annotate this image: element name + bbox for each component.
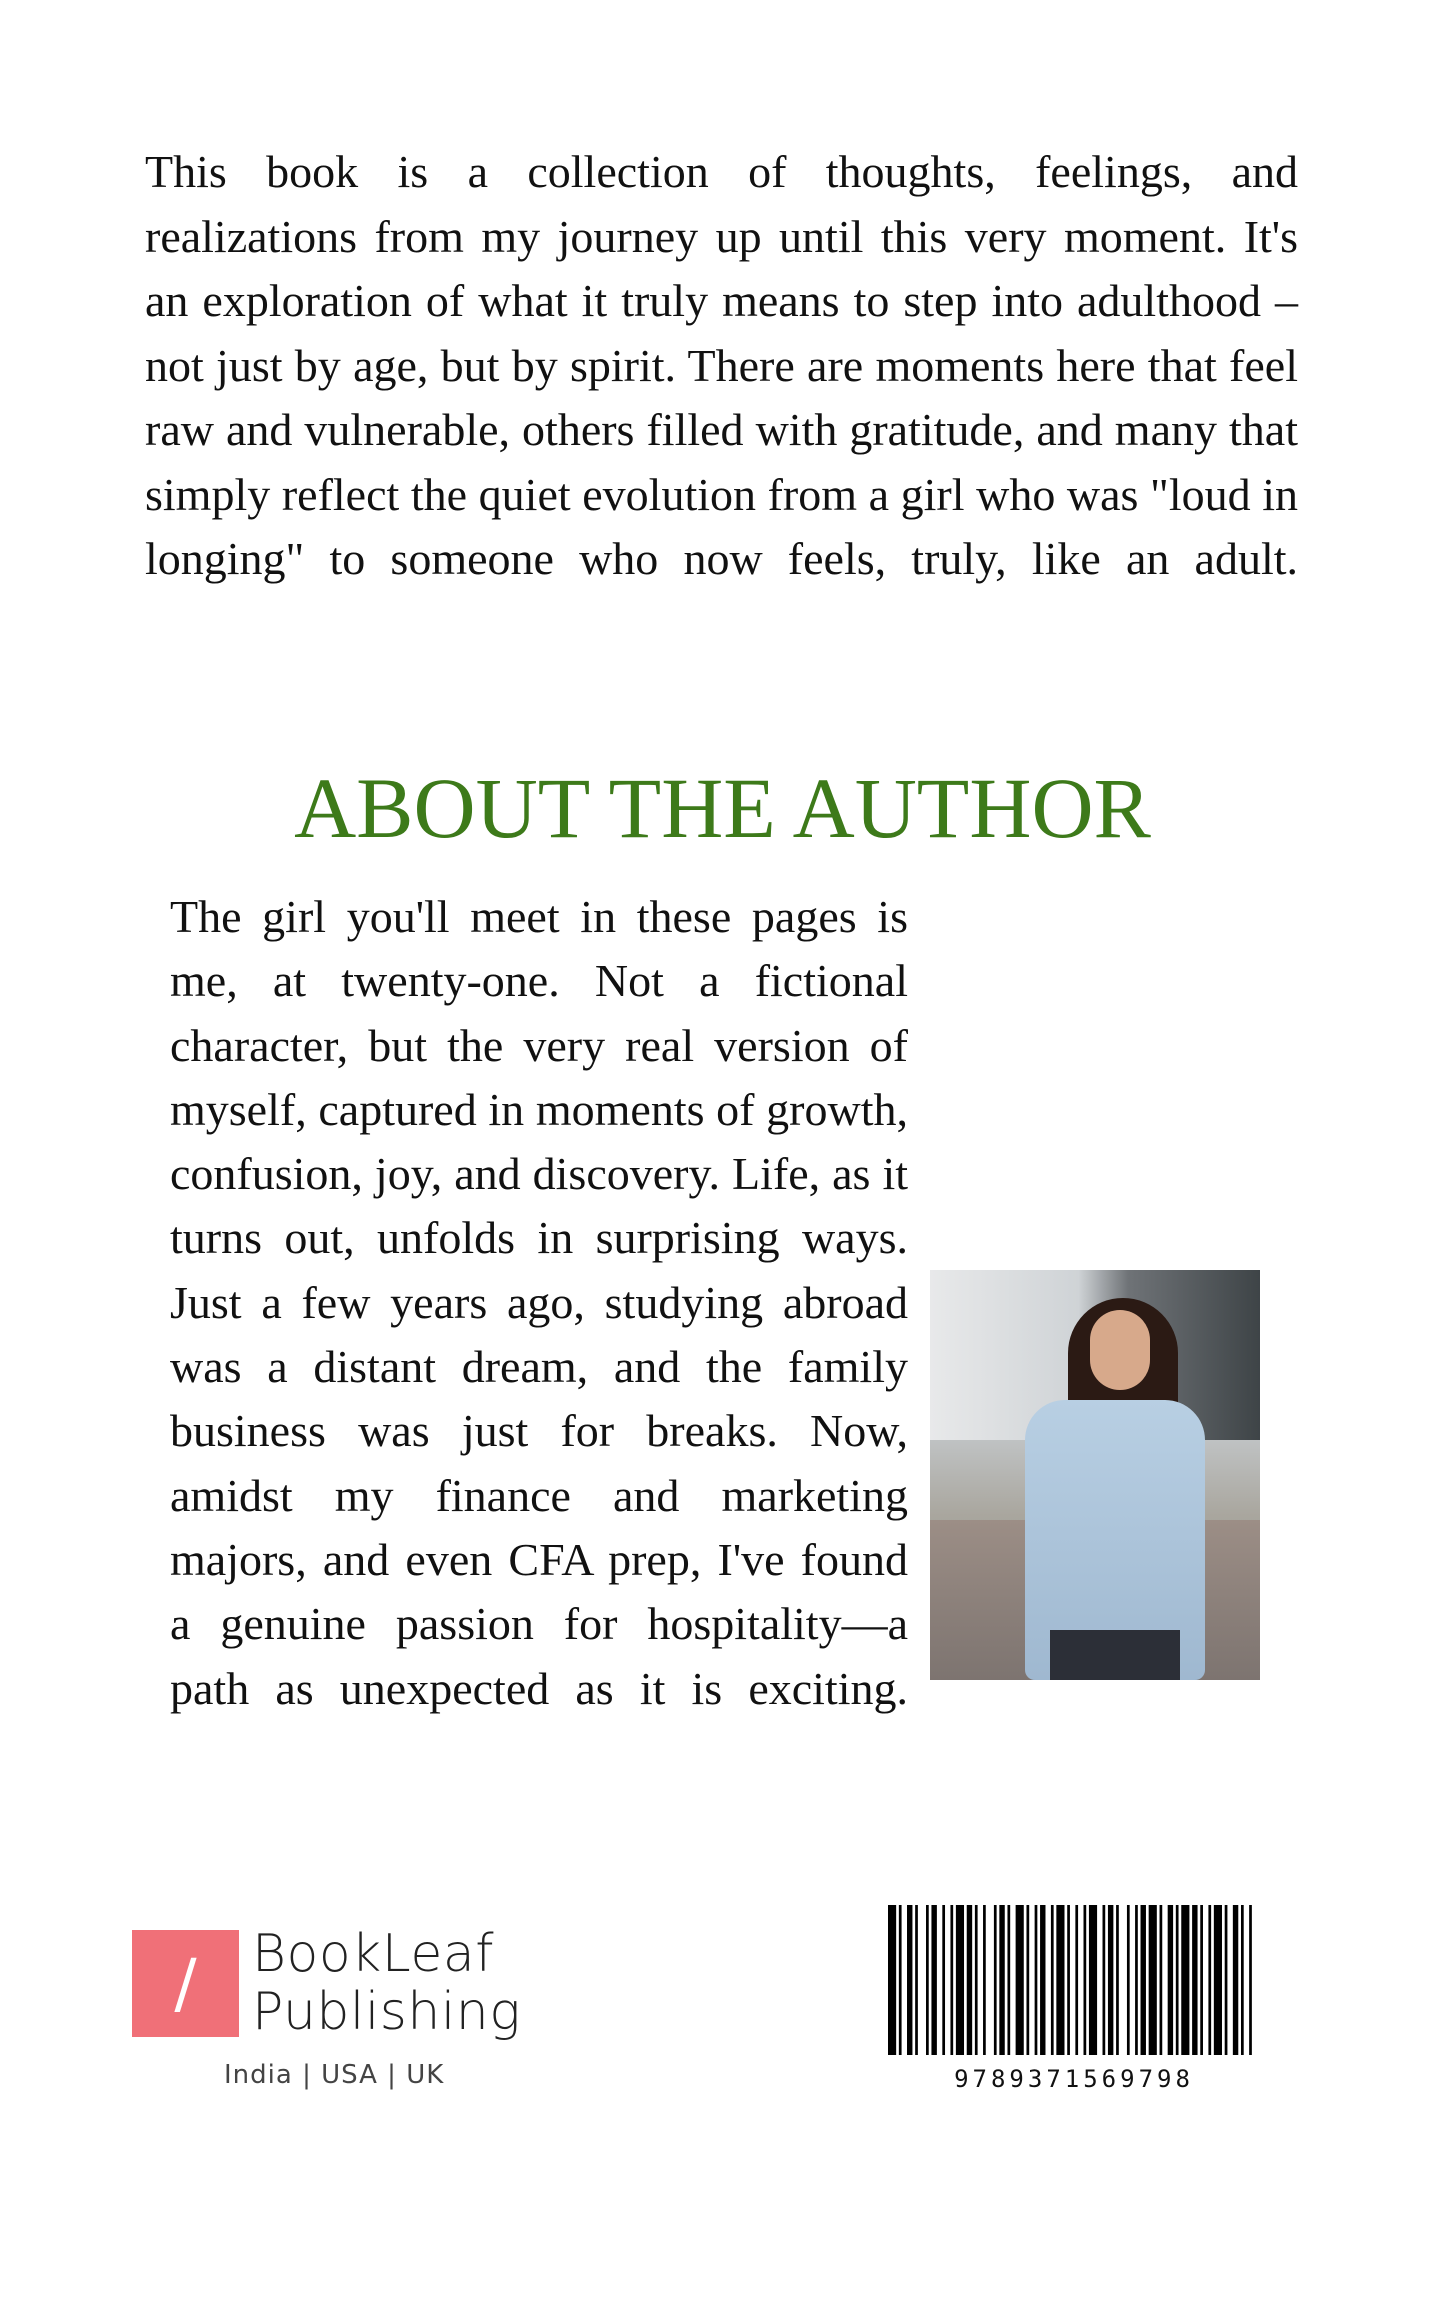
back-cover-blurb: This book is a collection of thoughts, feelings, and realizations from my journey up until this very moment. It's an exploration of what it truly means to step into adulthood – not just by age, but by spirit. There are moments here that feel raw and vulnerable, others filled with gratitude, and many that simply reflect the quiet evolution from a girl who was "loud in longing" to someone who now feels, truly, like an adult. [145, 146, 1298, 584]
barcode-bar [1089, 1905, 1097, 2055]
barcode-bar [1026, 1905, 1029, 2055]
publisher-regions: India | USA | UK [224, 2060, 445, 2090]
barcode-bar [1067, 1905, 1070, 2055]
barcode-bar [1051, 1905, 1054, 2055]
barcode-bar [1056, 1905, 1064, 2055]
barcode-bar [975, 1905, 978, 2055]
author-photo [930, 1270, 1260, 1680]
barcode-bar [1108, 1905, 1113, 2055]
barcode-bar [1225, 1905, 1228, 2055]
barcode-bar [1233, 1905, 1238, 2055]
barcode-bar [899, 1905, 902, 2055]
barcode-bar [1103, 1905, 1106, 2055]
barcode-bar [1160, 1905, 1163, 2055]
barcode-bar [1035, 1905, 1038, 2055]
barcode-bar [956, 1905, 964, 2055]
barcode-bar [1149, 1905, 1157, 2055]
barcode-bar [1176, 1905, 1179, 2055]
barcode-bar [1208, 1905, 1211, 2055]
publisher-name [252, 1925, 521, 2041]
barcode-bar [1007, 1905, 1010, 2055]
barcode-bar [1181, 1905, 1189, 2055]
barcode-bar [1116, 1905, 1119, 2055]
barcode-bar [942, 1905, 945, 2055]
barcode-bar [1168, 1905, 1173, 2055]
barcode-bar [1040, 1905, 1045, 2055]
barcode-bar [1075, 1905, 1078, 2055]
isbn-number: 9789371569798 [954, 2065, 1194, 2093]
barcode-bar [1135, 1905, 1138, 2055]
publisher-name-line1: BookLeaf [252, 1924, 495, 1984]
publisher-logo-mark [132, 1930, 239, 2037]
author-bio: The girl you'll meet in these pages is me, at twenty-one. Not a fictional character, but the very real version of myself, captured in moments of growth, confusion, joy, and discovery. Life, as it turns out, unfolds in surprising ways. Just a few years ago, studying abroad was a distant dream, and the family business was just for breaks. Now, amidst my finance and marketing majors, and even CFA prep, I've found a genuine passion for hospitality—a path as unexpected as it is exciting. [170, 891, 908, 1714]
barcode-bar [1127, 1905, 1130, 2055]
barcode-bar [1016, 1905, 1024, 2055]
about-author-heading: ABOUT THE AUTHOR [294, 760, 1151, 856]
barcode-bar [994, 1905, 997, 2055]
barcode [888, 1905, 1260, 2055]
slash-icon: / [174, 1944, 197, 2022]
barcode-bar [888, 1905, 896, 2055]
barcode-bar [1192, 1905, 1197, 2055]
barcode-bar [931, 1905, 936, 2055]
barcode-bar [999, 1905, 1004, 2055]
barcode-bar [1241, 1905, 1244, 2055]
barcode-bar [983, 1905, 986, 2055]
barcode-bar [1249, 1905, 1252, 2055]
publisher-name-line2: Publishing [252, 1982, 521, 2042]
barcode-bar [907, 1905, 912, 2055]
barcode-bar [1214, 1905, 1222, 2055]
barcode-bar [1084, 1905, 1087, 2055]
barcode-bar [1200, 1905, 1203, 2055]
barcode-bar [967, 1905, 972, 2055]
barcode-bar [926, 1905, 929, 2055]
barcode-bar [1141, 1905, 1146, 2055]
barcode-bar [950, 1905, 953, 2055]
barcode-bar [915, 1905, 918, 2055]
